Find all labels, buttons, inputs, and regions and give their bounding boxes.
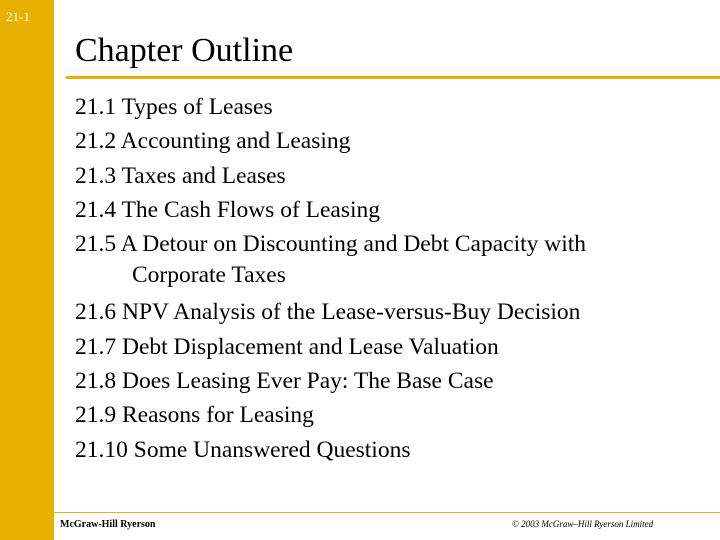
slide-number: 21-1 (6, 9, 30, 24)
outline-item-21-5 (75, 227, 586, 290)
outline-item-21-8: 21.8 Does Leasing Ever Pay: The Base Case (75, 368, 494, 395)
footer-copyright: © 2003 McGraw–Hill Ryerson Limited (512, 519, 654, 529)
slide-title: Chapter Outline (75, 32, 294, 69)
chapter-outline-list (75, 90, 586, 467)
title-underline (66, 76, 720, 79)
outline-item-21-2: 21.2 Accounting and Leasing (75, 128, 351, 155)
slide-sidebar (0, 0, 54, 540)
footer-divider (54, 512, 720, 513)
outline-item-21-9: 21.9 Reasons for Leasing (75, 402, 314, 429)
outline-item-21-10: 21.10 Some Unanswered Questions (75, 436, 411, 463)
outline-item-21-5-text: 21.5 A Detour on Discounting and Debt Capacity with (75, 231, 587, 258)
outline-item-21-4: 21.4 The Cash Flows of Leasing (75, 196, 381, 223)
outline-item-21-5-continuation: Corporate Taxes (132, 262, 286, 289)
outline-item-21-7: 21.7 Debt Displacement and Lease Valuation (75, 333, 499, 360)
footer-publisher: McGraw-Hill Ryerson (60, 519, 156, 530)
outline-item-21-1: 21.1 Types of Leases (75, 94, 273, 120)
outline-item-21-6: 21.6 NPV Analysis of the Lease-versus-Buy Decision (75, 299, 581, 326)
outline-item-21-3: 21.3 Taxes and Leases (75, 162, 286, 189)
